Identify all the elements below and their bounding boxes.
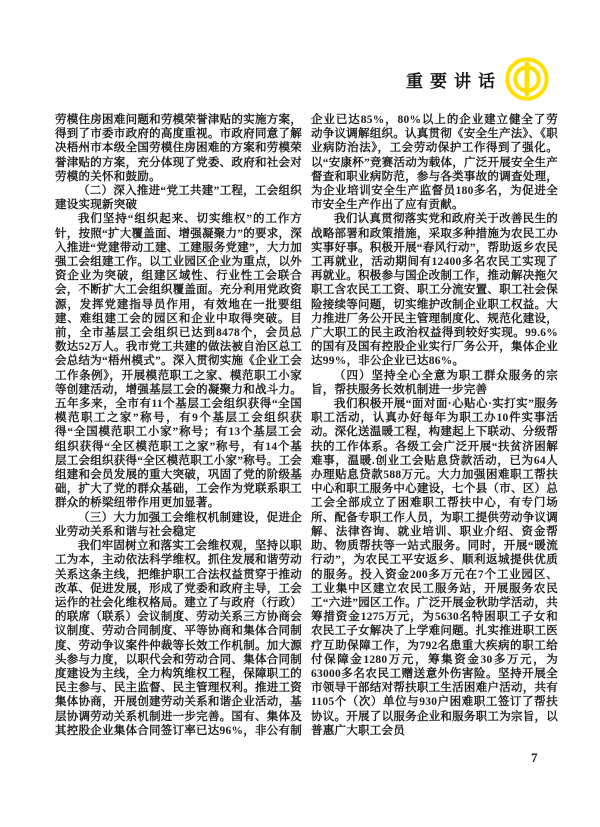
paragraph: 我们积极开展“面对面·心贴心·实打实”服务职工活动，认真办好每年为职工办10件实事活动。深化送温暖工程，构建起上下联动、分级帮扶的工作体系。各级工会广泛开展“扶贫济困解难事，温暖.创业工会贴息贷款活动，已为64人办理贴息贷款588万元。大力加强困难职工帮扶中心和职工服务中心建设，七个县（市、区）总工会全部成立了困难职工帮扶中心，有专门场所、配备专职工作人员，为职工提供劳动争议调解、法律咨询、就业培训、职业介绍、资金帮助、物质帮扶等一站式服务。同时，开展“暖流行动”，为农民工平安返乡、顺利返城提供优质的服务。投入资金200多万元在7个工业园区、工业集中区建立农民工服务站，开展服务农民工“六进”园区工作。广泛开展金秋助学活动，共筹措资金1275万元，为5630名特困职工子女和农民工子女解决了上学难问题。扎实推进职工医疗互助保障工作，为792名患重大疾病的职工给付保障金1280万元，筹集资金30多万元，为63000多名农民工赠送意外伤害险。坚持开展全市领导干部结对帮扶职工生活困难户活动，共有1105个（次）单位与930户困难职工签订了帮扶协议。开展了以服务企业和服务职工为宗旨，以普惠广大职工会员	[311, 398, 558, 737]
left-column	[55, 113, 302, 738]
paragraph: （三）大力加强工会维权机制建设，促进企业劳动关系和谐与社会稳定	[55, 511, 302, 538]
paragraph: （二）深入推进“党工共建”工程，工会组织建设实现新突破	[55, 185, 302, 212]
right-column	[311, 113, 558, 738]
paragraph: 我们认真贯彻落实党和政府关于改善民生的战略部署和政策措施，采取多种措施为农民工办实事好事。积极开展“春风行动”，帮助返乡农民工再就业，活动期间有12400多名农民工实现了再就业。积极参与国企改制工作，推动解决拖欠职工含农民工工资、职工分流安置、职工社会保险接续等问题，切实维护改制企业职工权益。大力推进厂务公开民主管理制度化、规范化建设，广大职工的民主政治权益得到较好实现。99.6%的国有及国有控股企业实行厂务公开，集体企业达99%，非公企业已达86%。	[311, 213, 558, 368]
paragraph: 我们牢固树立和落实工会维权观，坚持以职工为本，主动依法科学维权。抓住发展和谐劳动关系这条主线，把维护职工合法权益贯穿于推动改革、促进发展，形成了党委和政府主导，工会运作的社会化维权格局。建立了与政府（行政）的联席（联系）会议制度、劳动关系三方协商会议制度、劳动合同制度、平等协商和集体合同制度、劳动争议案件仲裁等长效工作机制。加大源头参与力度，以职代会和劳动合同、集体合同制度建设为主线，全力构筑维权工程，保障职工的民主参与、民主监督、民主管理权利。推进工资集体协商，开展创建劳动关系和谐企业活动，基层协调劳动关系机制进一步完善。国有、集体及其控股企业集体合同签订率已达96%，非公有制	[55, 540, 302, 737]
paragraph: 企业已达85%，80%以上的企业建立健全了劳动争议调解组织。认真贯彻《安全生产法》、《职业病防治法》，工会劳动保护工作得到了强化。以“安康杯”竞赛活动为载体，广泛开展安全生产督查和职业病防范，参与各类事故的调查处理，为企业培训安全生产监督员180多名，为促进全市安全生产作出了应有贡献。	[311, 114, 558, 212]
trade-union-logo-icon	[504, 56, 550, 102]
page-header	[406, 56, 550, 102]
header-title: 重要讲话	[406, 71, 502, 91]
paragraph: 劳模住房困难问题和劳模荣誉津贴的实施方案，得到了市委市政府的高度重视。市政府同意了解决梧州市本级全国劳模住房困难的方案和劳模荣誉津贴的方案，充分体现了党委、政府和社会对劳模的关怀和鼓励。	[55, 114, 302, 183]
paragraph: 我们坚持“组织起来、切实维权”的工作方针，按照“扩大覆盖面、增强凝聚力”的要求，深入推进“党建带动工建、工建服务党建”，大力加强工会组建工作。以工业园区企业为重点，以外资企业为突破，组建区域性、行业性工会联合会，不断扩大工会组织覆盖面。充分利用党政资源，发挥党建指导员作用，有效地在一批要组建、难组建工会的园区和企业中取得突破。目前，全市基层工会组织已达到8478个，会员总数达52万人。我市党工共建的做法被自治区总工会总结为“梧州模式”。深入贯彻实施《企业工会工作条例》，开展模范职工之家、模范职工小家等创建活动，增强基层工会的凝聚力和战斗力。五年多来，全市有11个基层工会组织获得“全国模范职工之家”称号，有9个基层工会组织获得“全国模范职工小家”称号；有13个基层工会组织获得“全区模范职工之家”称号，有14个基层工会组织获得“全区模范职工小家”称号。工会组建和会员发展的重大突破，巩固了党的阶级基础，扩大了党的群众基础，工会作为党联系职工群众的桥梁纽带作用更加显著。	[55, 213, 302, 510]
text-columns	[55, 113, 558, 738]
page-number: 7	[531, 750, 538, 765]
paragraph: （四）坚持全心全意为职工群众服务的宗旨，帮扶服务长效机制进一步完善	[311, 369, 558, 396]
